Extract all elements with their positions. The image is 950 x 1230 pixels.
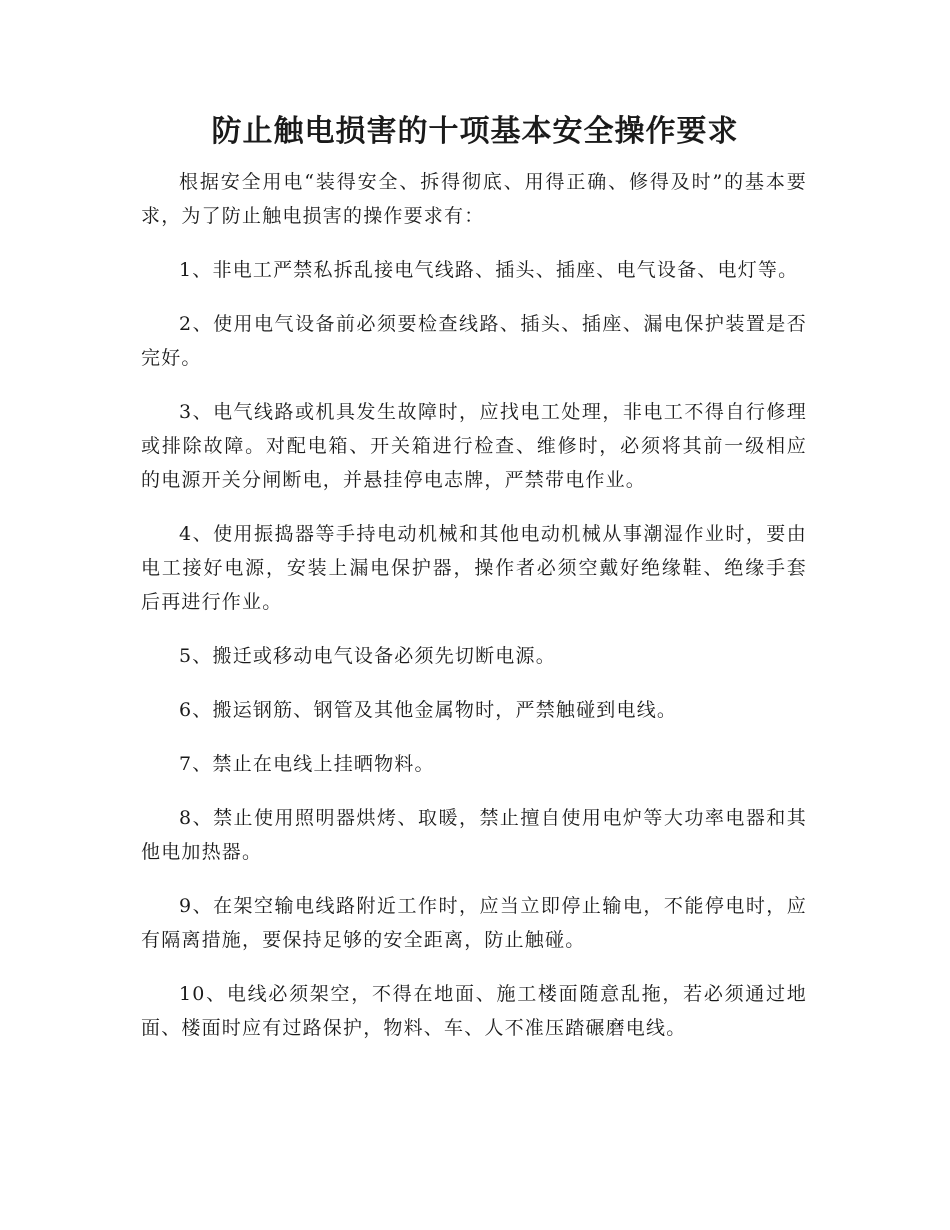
list-item: 7、禁止在电线上挂晒物料。: [179, 753, 435, 775]
list-item: 1、非电工严禁私拆乱接电气线路、插头、插座、电气设备、电灯等。: [179, 259, 799, 281]
list-item: 8、禁止使用照明器烘烤、取暖，禁止擅自使用电炉等大功率电器和其他电加热器。: [141, 807, 807, 863]
list-item: 9、在架空输电线路附近工作时，应当立即停止输电，不能停电时，应有隔离措施，要保持足够的安全距离，防止触碰。: [141, 895, 807, 951]
list-item: 10、电线必须架空，不得在地面、施工楼面随意乱拖，若必须通过地面、楼面时应有过路保护，物料、车、人不准压踏碾磨电线。: [141, 983, 807, 1039]
list-item: 5、搬迁或移动电气设备必须先切断电源。: [179, 645, 556, 667]
list-item: 4、使用振捣器等手持电动机械和其他电动机械从事潮湿作业时，要由电工接好电源，安装上漏电保护器，操作者必须空戴好绝缘鞋、绝缘手套后再进行作业。: [141, 523, 807, 613]
document-body: [141, 165, 807, 1065]
list-item: 2、使用电气设备前必须要检查线路、插头、插座、漏电保护装置是否完好。: [141, 313, 807, 369]
list-item: 3、电气线路或机具发生故障时，应找电工处理，非电工不得自行修理或排除故障。对配电箱、开关箱进行检查、维修时，必须将其前一级相应的电源开关分闸断电，并悬挂停电志牌，严禁带电作业。: [141, 401, 807, 491]
intro-paragraph: 根据安全用电“装得安全、拆得彻底、用得正确、修得及时”的基本要求，为了防止触电损害的操作要求有：: [141, 171, 807, 227]
list-item: 6、搬运钢筋、钢管及其他金属物时，严禁触碰到电线。: [179, 699, 678, 721]
document-title: 防止触电损害的十项基本安全操作要求: [211, 114, 739, 149]
